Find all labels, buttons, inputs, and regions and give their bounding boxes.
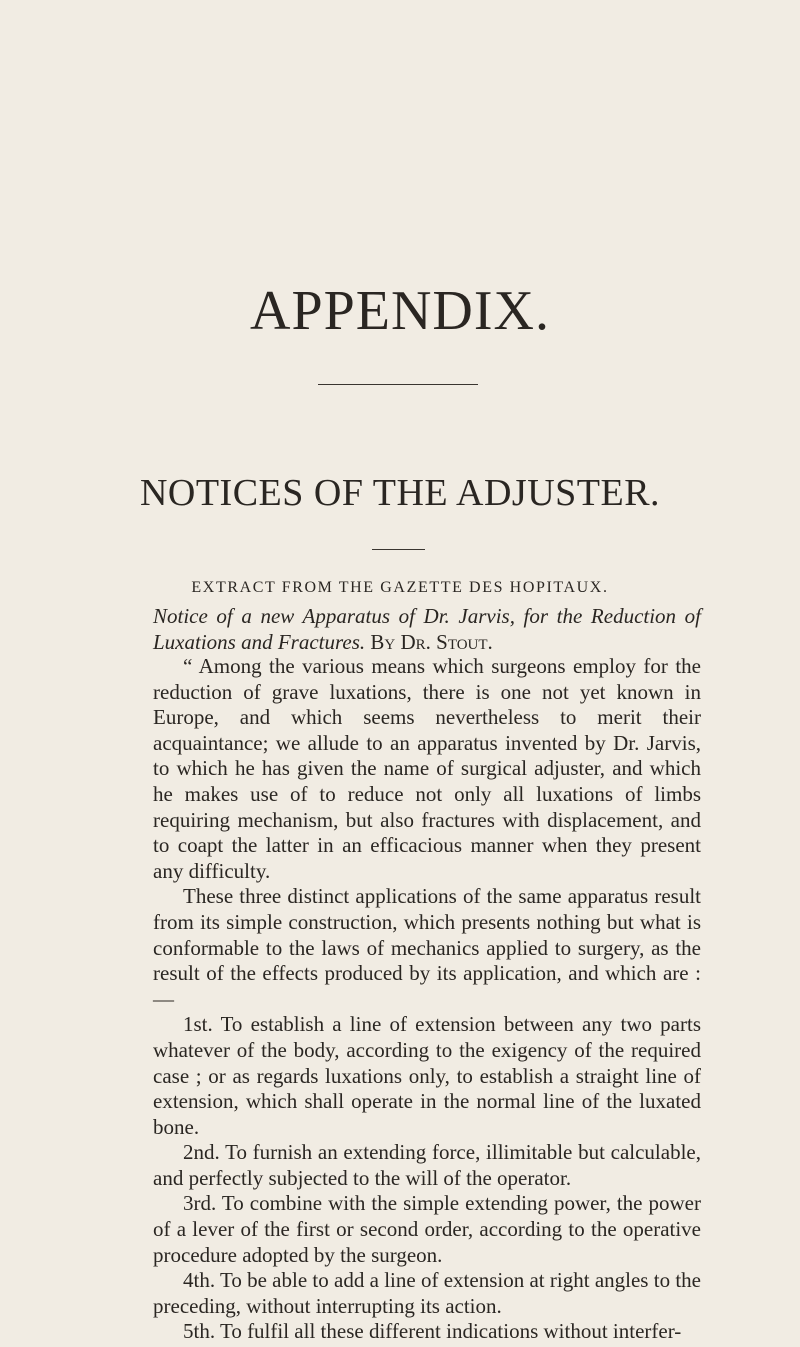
appendix-title: APPENDIX.	[250, 280, 550, 342]
paragraph: 2nd. To furnish an extending force, illimitable but calculable, and perfectly subjected to the will of the operator.	[153, 1140, 701, 1190]
notice-line	[153, 603, 701, 655]
title-rule	[318, 384, 478, 385]
paragraph: 4th. To be able to add a line of extension at right angles to the preceding, without interrupting its action.	[153, 1268, 701, 1318]
paragraph: “ Among the various means which surgeons employ for the reduction of grave luxations, there is one not yet known in Europe, and which seems nevertheless to merit their acquaintance; we allude to an apparatus invented by Dr. Jarvis, to which he has given the name of surgical adjuster, and which he makes use of to reduce not only all luxations of limbs requiring mechanism, but also fractures with displacement, and to coapt the latter in an efficacious manner when they present any difficulty.	[153, 654, 701, 883]
section-heading: NOTICES OF THE ADJUSTER.	[139, 472, 661, 514]
extract-heading: EXTRACT FROM THE GAZETTE DES HOPITAUX.	[191, 579, 609, 596]
paragraph: 3rd. To combine with the simple extending power, the power of a lever of the first or second order, according to the operative procedure adopted by the surgeon.	[153, 1191, 701, 1267]
section-rule	[372, 549, 425, 550]
paragraph: 1st. To establish a line of extension between any two parts whatever of the body, according to the exigency of the required case ; or as regards luxations only, to establish a straight line of extension, which shall operate in the normal line of the luxated bone.	[153, 1012, 701, 1139]
notice-byline: By Dr. Stout.	[370, 630, 493, 654]
paragraph: 5th. To fulfil all these different indications without interfer-	[183, 1319, 682, 1344]
paragraph: These three distinct applications of the same apparatus result from its simple construction, which presents nothing but what is conformable to the laws of mechanics applied to surgery, as the result of the effects produced by its application, and which are :—	[153, 884, 701, 1011]
notice-title: Notice of a new Apparatus of Dr. Jarvis, for the Reduction of Luxations and Fractures.	[153, 604, 701, 654]
body-text	[153, 654, 701, 1345]
